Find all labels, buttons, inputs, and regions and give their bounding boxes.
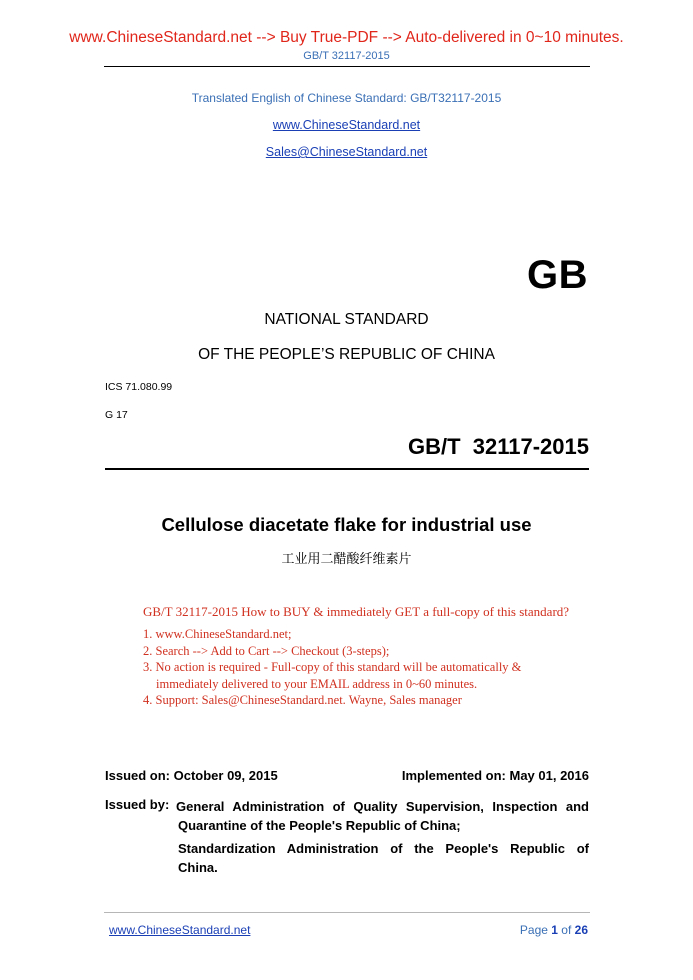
title-divider xyxy=(105,468,589,470)
site-link[interactable]: www.ChineseStandard.net xyxy=(272,118,421,132)
footer-site-link[interactable]: www.ChineseStandard.net xyxy=(109,923,251,937)
purchase-step-text: immediately delivered to your EMAIL address in 0~60 minutes. xyxy=(156,676,478,691)
gb-logo: GB xyxy=(527,253,588,297)
top-banner[interactable]: www.ChineseStandard.net --> Buy True-PDF --> Auto-delivered in 0~10 minutes. xyxy=(69,29,624,46)
purchase-heading: GB/T 32117-2015 How to BUY & immediately GET a full-copy of this standard? xyxy=(143,604,570,619)
translation-note: Translated English of Chinese Standard: GB/T32117-2015 xyxy=(191,91,502,105)
ics-code: ICS 71.080.99 xyxy=(105,381,173,393)
issued-on-date: Issued on: October 09, 2015 xyxy=(105,768,278,783)
issuer-line: China. xyxy=(178,860,218,875)
issued-by-label: Issued by: xyxy=(105,797,170,812)
issuer-line: General Administration of Quality Supervision, Inspection and xyxy=(176,799,589,814)
sales-email-container xyxy=(0,145,693,159)
purchase-step[interactable]: 1. www.ChineseStandard.net; xyxy=(143,627,292,641)
site-link-container xyxy=(0,118,693,132)
issuer-aqsiq xyxy=(178,797,589,835)
header-standard-code: GB/T 32117-2015 xyxy=(303,50,390,62)
purchase-instructions xyxy=(143,604,593,709)
sales-email-link[interactable]: Sales@ChineseStandard.net xyxy=(265,145,428,159)
document-title-en: Cellulose diacetate flake for industrial use xyxy=(161,514,532,535)
issuer-sac xyxy=(178,839,589,877)
page-current: 1 xyxy=(551,923,558,937)
footer-divider xyxy=(104,912,590,913)
national-standard-heading: NATIONAL STANDARD xyxy=(264,311,429,328)
implemented-on-date: Implemented on: May 01, 2016 xyxy=(401,768,589,783)
purchase-step: 4. Support: Sales@ChineseStandard.net. Wayne, Sales manager xyxy=(143,693,462,707)
issuer-line: Standardization Administration of the People's Republic of xyxy=(178,841,589,856)
page-prefix: Page xyxy=(519,923,552,937)
standard-number: GB/T 32117-2015 xyxy=(407,434,589,459)
prc-heading: OF THE PEOPLE’S REPUBLIC OF CHINA xyxy=(198,346,495,363)
classification-code: G 17 xyxy=(105,409,128,421)
issuer-line: Quarantine of the People's Republic of China; xyxy=(178,818,461,833)
purchase-step: 2. Search --> Add to Cart --> Checkout (3-steps); xyxy=(143,643,390,658)
page-number xyxy=(520,923,588,937)
page-of: of xyxy=(557,923,575,937)
header-divider xyxy=(104,66,590,67)
purchase-steps xyxy=(143,626,593,709)
page-total: 26 xyxy=(574,923,588,937)
purchase-step-continuation xyxy=(143,676,593,693)
purchase-step: 3. No action is required - Full-copy of this standard will be automatically & xyxy=(143,660,522,674)
document-title-cn: 工业用二醋酸纤维素片 xyxy=(281,552,412,567)
